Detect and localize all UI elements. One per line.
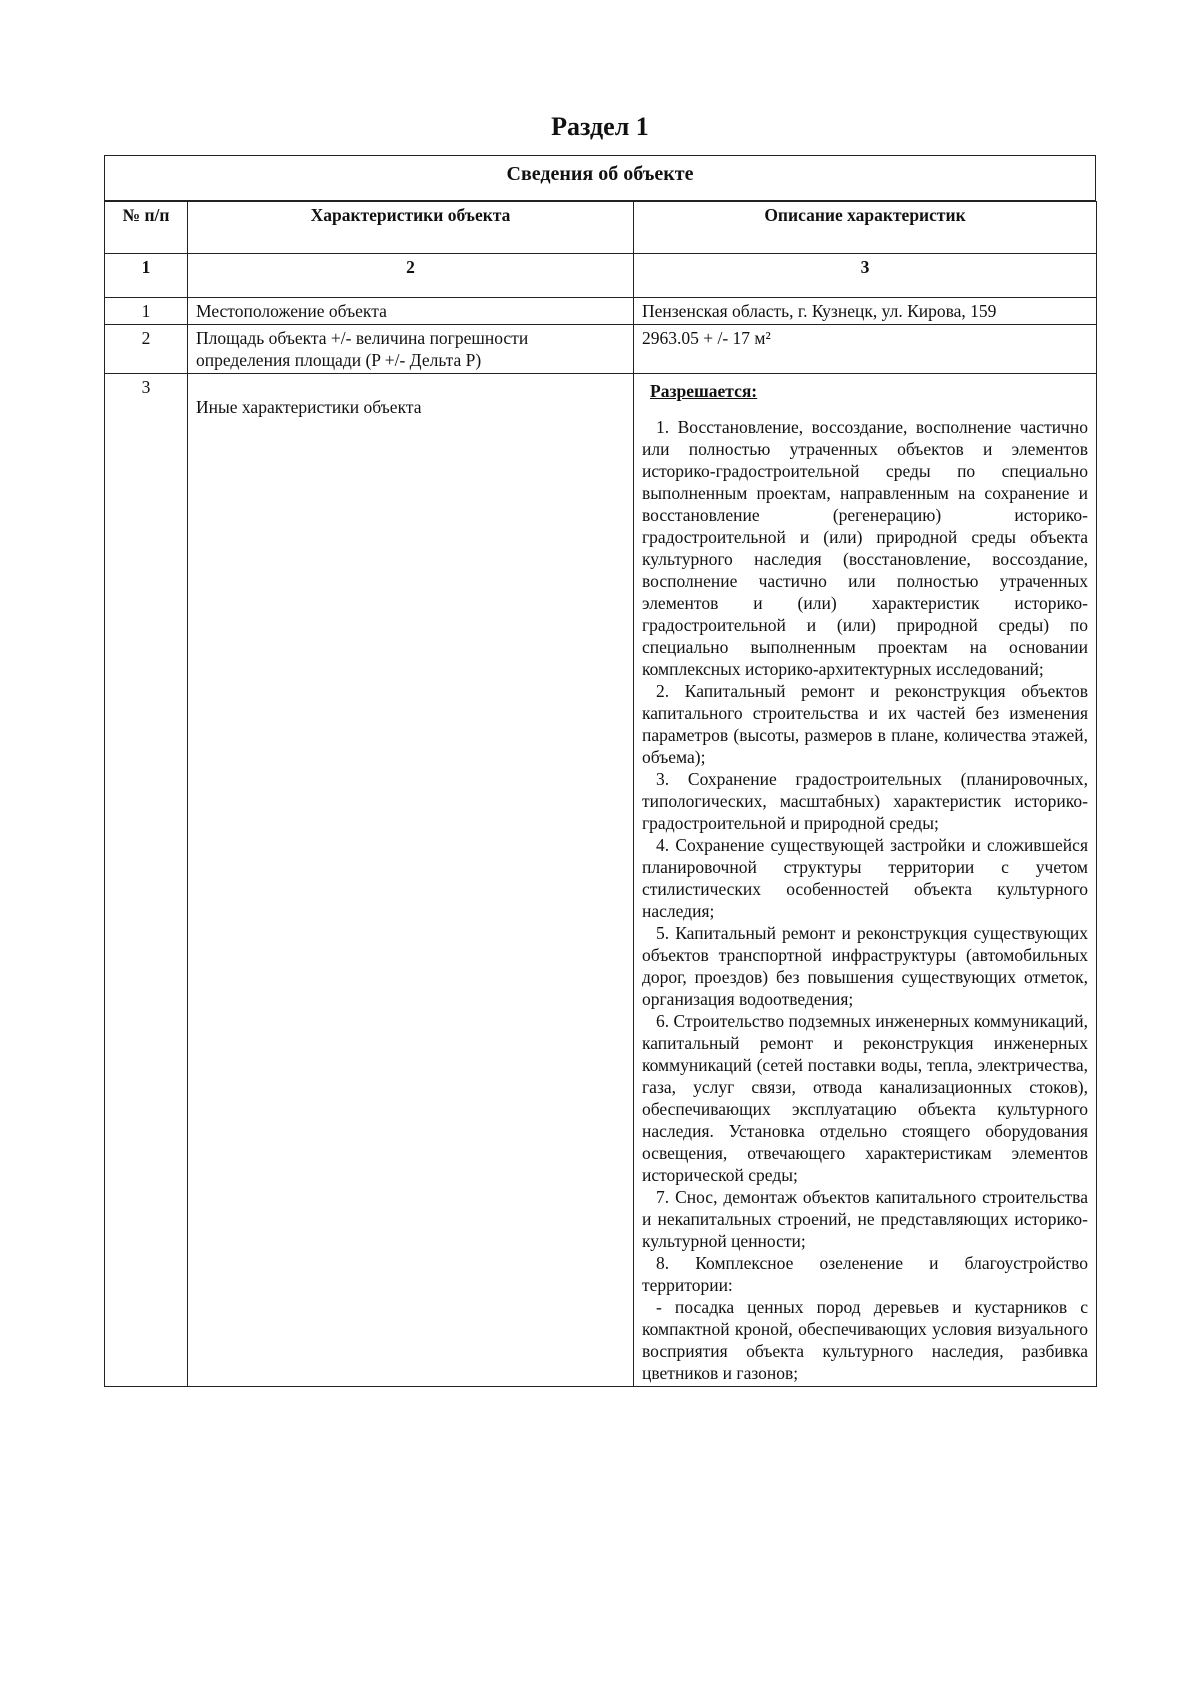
row-description: Пензенская область, г. Кузнецк, ул. Кирова, 159	[634, 298, 1097, 325]
row-number: 1	[105, 298, 188, 325]
table-caption-box	[104, 155, 1096, 201]
section-title: Раздел 1	[551, 112, 649, 141]
row-description: 2963.05 + /- 17 м²	[634, 325, 1097, 374]
allowed-item: 3. Сохранение градостроительных (планировочных, типологических, масштабных) характеристик историко-градостроительной и природной среды;	[642, 769, 1088, 833]
row-number: 2	[105, 325, 188, 374]
allowed-item: 5. Капитальный ремонт и реконструкция существующих объектов транспортной инфраструктуры (автомобильных дорог, проездов) без повышения существующих отметок, организация водоотведения;	[642, 923, 1088, 1009]
allowed-item: 2. Капитальный ремонт и реконструкция объектов капитального строительства и их частей без изменения параметров (высоты, размеров в плане, количества этажей, объема);	[642, 681, 1088, 767]
row-characteristic: Площадь объекта +/- величина погрешности определения площади (P +/- Дельта P)	[188, 325, 634, 374]
row-description-cell	[634, 374, 1097, 1387]
table-row	[105, 298, 1097, 325]
allowed-item: 8. Комплексное озеленение и благоустройство территории:	[642, 1253, 1088, 1295]
row-number: 3	[105, 374, 188, 1387]
table-caption: Сведения об объекте	[506, 163, 694, 185]
allowed-item: - посадка ценных пород деревьев и кустарников с компактной кроной, обеспечивающих условия визуального восприятия объекта культурного наследия, разбивка цветников и газонов;	[642, 1297, 1088, 1383]
row-characteristic: Иные характеристики объекта	[196, 397, 422, 417]
column-numbers-row	[105, 254, 1097, 298]
header-col-number: № п/п	[105, 202, 188, 254]
allowed-label: Разрешается:	[650, 381, 758, 401]
object-info-table	[104, 201, 1097, 1387]
column-number: 3	[634, 254, 1097, 298]
row-characteristic-cell	[188, 374, 634, 1387]
column-number: 1	[105, 254, 188, 298]
header-col-characteristics: Характеристики объекта	[188, 202, 634, 254]
allowed-item: 6. Строительство подземных инженерных коммуникаций, капитальный ремонт и реконструкция инженерных коммуникаций (сетей поставки воды, тепла, электричества, газа, услуг связи, отвода канализационных стоков), обеспечивающих эксплуатацию объекта культурного наследия. Установка отдельно стоящего оборудования освещения, отвечающего характеристикам элементов исторической среды;	[642, 1011, 1088, 1185]
allowed-item: 4. Сохранение существующей застройки и сложившейся планировочной структуры территории с учетом стилистических особенностей объекта культурного наследия;	[642, 835, 1088, 921]
column-number: 2	[188, 254, 634, 298]
table-row	[105, 374, 1097, 1387]
allowed-item: 1. Восстановление, воссоздание, восполнение частично или полностью утраченных объектов и элементов историко-градостроительной среды по специально выполненным проектам, направленным на сохранение и восстановление (регенерацию) историко-градостроительной и (или) природной среды объекта культурного наследия (восстановление, воссоздание, восполнение частично или полностью утраченных элементов и (или) характеристик историко-градостроительной и (или) природной среды) по специально выполненным проектам на основании комплексных историко-архитектурных исследований;	[642, 417, 1088, 679]
table-header-row	[105, 202, 1097, 254]
allowed-item: 7. Снос, демонтаж объектов капитального строительства и некапитальных строений, не представляющих историко-культурной ценности;	[642, 1187, 1088, 1251]
table-row	[105, 325, 1097, 374]
header-col-description: Описание характеристик	[634, 202, 1097, 254]
row-characteristic: Местоположение объекта	[188, 298, 634, 325]
